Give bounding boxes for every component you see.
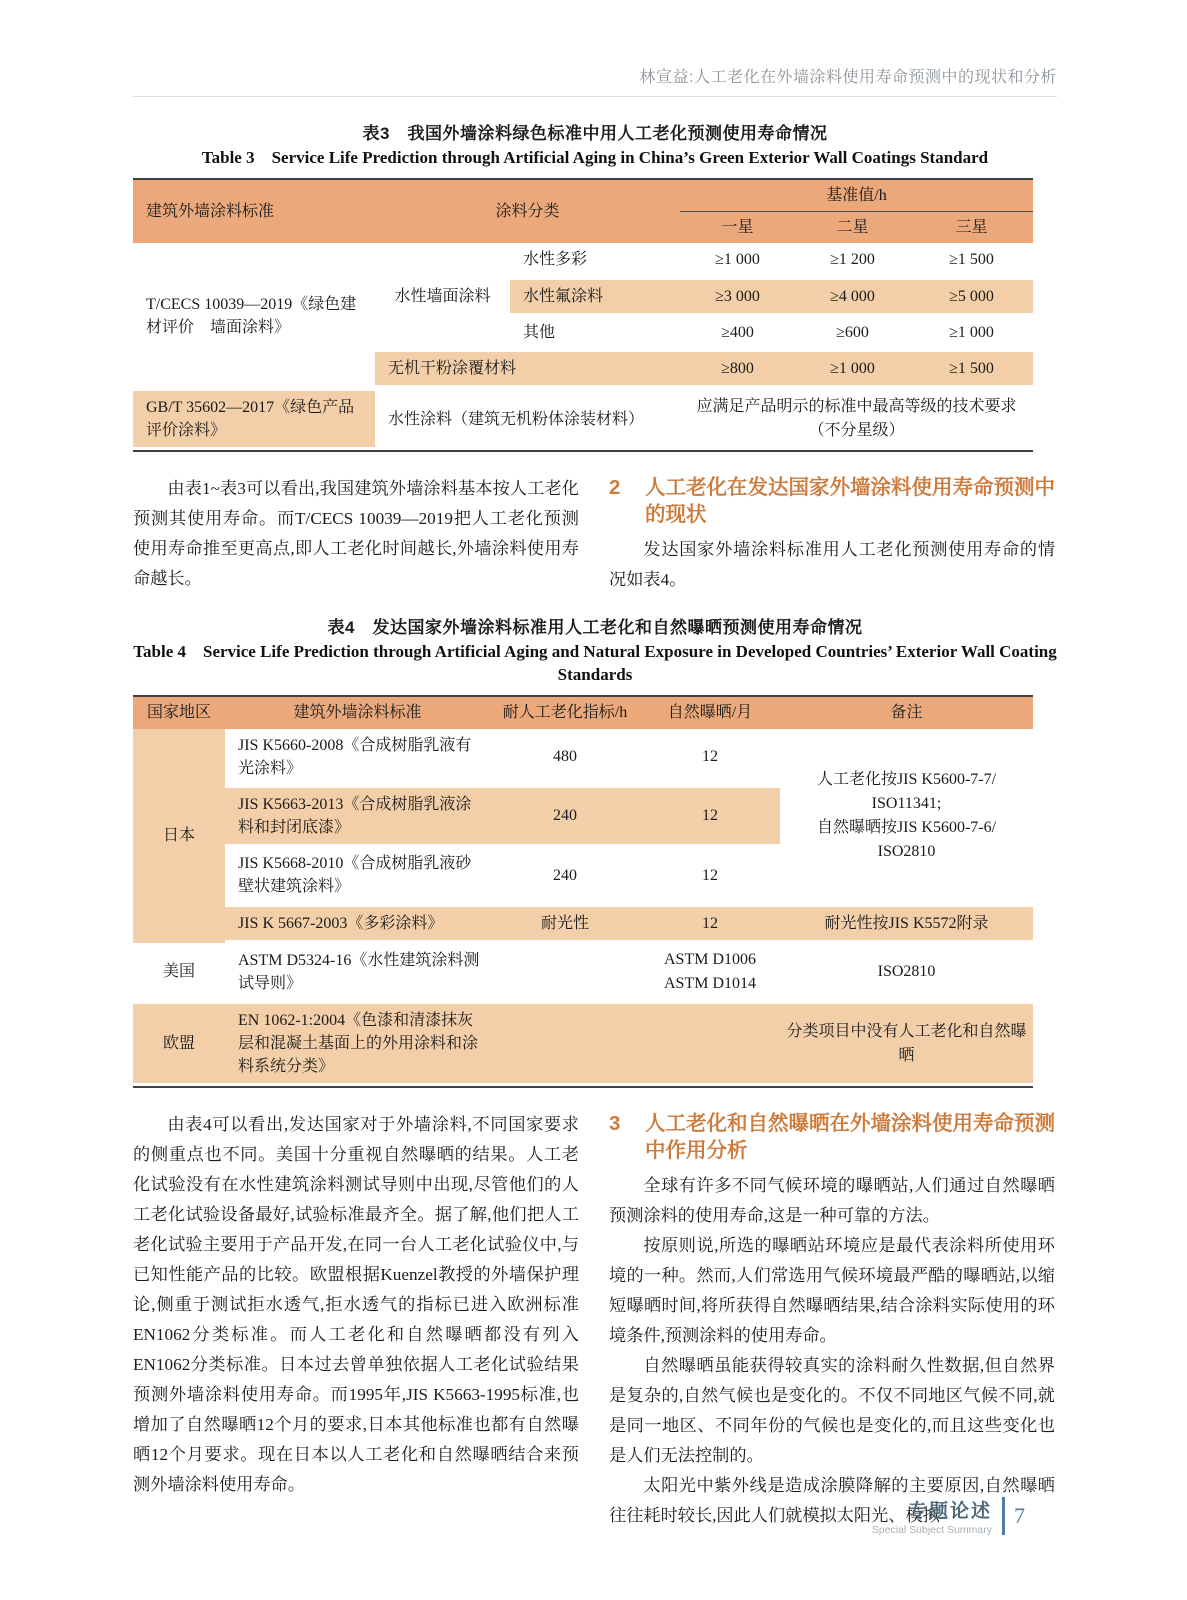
section3-paragraph-2: 按原则说,所选的曝晒站环境应是最代表涂料所使用环境的一种。然而,人们常选用气候环境最严酷的曝晒站,以缩短曝晒时间,将所获得自然曝晒结果,结合涂料实际使用的环境条件,预测涂料的使用寿命。 — [609, 1236, 1055, 1346]
table4-caption-zh: 表4 发达国家外墙涂料标准用人工老化和自然曝晒预测使用寿命情况 — [327, 618, 863, 638]
table4-japan-remark-line3: 自然曝晒按JIS K5600-7-6/ — [816, 819, 997, 837]
table4-country-eu: 欧盟 — [133, 1001, 225, 1087]
table4-usa-aging — [490, 943, 640, 1001]
table3-inorganic-star3: ≥1 500 — [910, 349, 1033, 388]
table4-jp2-exposure: 12 — [640, 785, 780, 847]
table4-jp4-standard: JIS K 5667-2003《多彩涂料》 — [225, 904, 490, 943]
table3-multicolor-star3: ≥1 500 — [949, 251, 994, 269]
table4-jp2-standard: JIS K5663-2013《合成树脂乳液涂料和封闭底漆》 — [225, 785, 490, 847]
table3-multicolor-star1: ≥1 000 — [715, 251, 760, 269]
table3-sub-other: 其他 — [523, 323, 556, 341]
table4-japan-remark-line2: ISO11341; — [871, 795, 942, 813]
table4-japan-remark — [780, 729, 1033, 904]
footer-section-zh: 专题论述 — [907, 1501, 992, 1522]
table3-col-baseline: 基准值/h — [680, 180, 1033, 212]
table4-jp3-aging: 240 — [553, 866, 577, 884]
table3-sub-fluoro: 水性氟涂料 — [510, 277, 680, 316]
page-footer — [872, 1496, 1025, 1536]
section3-number: 3 — [609, 1112, 621, 1136]
table4-jp4-exposure: 12 — [640, 904, 780, 943]
footer-section-en: Special Subject Summary — [871, 1524, 992, 1536]
table3-row-inorganic: 无机干粉涂覆材料 — [375, 349, 680, 388]
table4-jp3-exposure: 12 — [702, 866, 718, 884]
text-block-1 — [133, 474, 1057, 595]
left-column-1 — [133, 474, 579, 595]
table-row — [133, 243, 1033, 276]
table4-header-row — [133, 697, 1033, 728]
section2-number: 2 — [609, 476, 621, 500]
section3-paragraph-1: 全球有许多不同气候环境的曝晒站,人们通过自然曝晒预测涂料的使用寿命,这是一种可靠的方法。 — [609, 1176, 1055, 1226]
table3-std2-category: 水性涂料（建筑无机粉体涂装材料） — [388, 410, 645, 428]
table3-sub-multicolor: 水性多彩 — [523, 251, 588, 269]
table4-usa-exposure — [640, 943, 780, 1001]
paragraph-tables-summary: 由表1~表3可以看出,我国建筑外墙涂料基本按人工老化预测其使用寿命。而T/CECS 10039—2019把人工老化预测使用寿命推至更高点,即人工老化时间越长,外墙涂料使用寿命越长。 — [133, 479, 579, 589]
table4-jp3-standard: JIS K5668-2010《合成树脂乳液砂壁状建筑涂料》 — [238, 855, 472, 896]
table3-std2-req-line1: 应满足产品明示的标准中最高等级的技术要求 — [696, 398, 1017, 416]
table4-eu-standard: EN 1062-1:2004《色漆和清漆抹灰层和混凝土基面上的外用涂料和涂料系统分类》 — [225, 1001, 490, 1087]
table-row — [133, 388, 1033, 450]
table3-standard-1: T/CECS 10039—2019《绿色建材评价 墙面涂料》 — [146, 295, 357, 336]
table3-multicolor-star2: ≥1 200 — [830, 251, 875, 269]
table-row — [133, 943, 1033, 1001]
table4-jp4-aging: 耐光性 — [490, 904, 640, 943]
table3-col-category: 涂料分类 — [375, 180, 680, 243]
left-column-2 — [133, 1110, 579, 1531]
table4-caption-en: Table 4 Service Life Prediction through Artificial Aging and Natural Exposure in Developed Countries’ Exterior Wall Coating Standards — [133, 642, 1057, 685]
table3-col-star3: 三星 — [910, 212, 1033, 243]
section3-heading — [609, 1110, 1055, 1164]
section3-paragraph-4: 太阳光中紫外线是造成涂膜降解的主要原因,自然曝晒往往耗时较长,因此人们就模拟太阳光、模拟 — [609, 1476, 1055, 1526]
table3-other-star2: ≥600 — [836, 323, 869, 341]
running-title: 林宣益:人工老化在外墙涂料使用寿命预测中的现状和分析 — [133, 64, 1057, 97]
section2-heading — [609, 474, 1055, 528]
paragraph-table4-summary: 由表4可以看出,发达国家对于外墙涂料,不同国家要求的侧重点也不同。美国十分重视自然曝晒的结果。人工老化试验没有在水性建筑涂料测试导则中出现,尽管他们的人工老化试验设备最好,试验标准最齐全。据了解,他们把人工老化试验主要用于产品开发,在同一台人工老化试验仪中,与已知性能产品的比较。欧盟根据Kuenzel教授的外墙保护理论,侧重于测试拒水透气,拒水透气的指标已进入欧洲标准EN1062分类标准。而人工老化和自然曝晒都没有列入EN1062分类标准。日本过去曾单独依据人工老化试验结果预测外墙涂料使用寿命。而1995年,JIS K5663-1995标准,也增加了自然曝晒12个月的要求,日本其他标准也都有自然曝晒12个月要求。现在日本以人工老化和自然曝晒结合来预测外墙涂料使用寿命。 — [133, 1115, 579, 1495]
table3-inorganic-star2: ≥1 000 — [795, 349, 910, 388]
table4-col-country: 国家地区 — [133, 697, 225, 728]
page-number: 7 — [1014, 1503, 1025, 1528]
table3-std2-req-line2: （不分星级） — [808, 422, 905, 440]
table4-col-aging: 耐人工老化指标/h — [490, 697, 640, 728]
table4-usa-remark: ISO2810 — [877, 963, 936, 981]
right-column-1 — [609, 474, 1055, 595]
table4-jp1-aging: 480 — [553, 748, 577, 766]
table4 — [133, 695, 1033, 1088]
table4-eu-remark: 分类项目中没有人工老化和自然曝晒 — [780, 1001, 1033, 1087]
table3-fluoro-star1: ≥3 000 — [680, 277, 795, 316]
table4-jp4-remark: 耐光性按JIS K5572附录 — [780, 904, 1033, 943]
table4-usa-exposure-line2: ASTM D1014 — [663, 974, 756, 992]
table4-jp1-standard: JIS K5660-2008《合成树脂乳液有光涂料》 — [238, 736, 472, 777]
table3-fluoro-star3: ≥5 000 — [910, 277, 1033, 316]
table4-japan-remark-line1: 人工老化按JIS K5600-7-7/ — [816, 771, 997, 789]
table4-usa-exposure-line1: ASTM D1006 — [663, 950, 756, 968]
footer-divider — [1002, 1497, 1005, 1535]
table-row — [133, 904, 1033, 943]
table4-col-standard: 建筑外墙涂料标准 — [225, 697, 490, 728]
table4-jp2-aging: 240 — [490, 785, 640, 847]
section2-title: 人工老化在发达国家外墙涂料使用寿命预测中的现状 — [645, 476, 1055, 527]
table4-country-usa: 美国 — [162, 963, 195, 981]
table3-other-star3: ≥1 000 — [949, 323, 994, 341]
table3-other-star1: ≥400 — [721, 323, 754, 341]
table3-std2-requirement — [680, 388, 1033, 450]
table3-inorganic-star1: ≥800 — [680, 349, 795, 388]
right-column-2 — [609, 1110, 1055, 1531]
section2-paragraph: 发达国家外墙涂料标准用人工老化预测使用寿命的情况如表4。 — [609, 540, 1055, 590]
footer-section — [872, 1496, 992, 1536]
table-row — [133, 1001, 1033, 1087]
table3-fluoro-star2: ≥4 000 — [795, 277, 910, 316]
section3-paragraph-3: 自然曝晒虽能获得较真实的涂料耐久性数据,但自然界是复杂的,自然气候也是变化的。不仅不同地区气候不同,就是同一地区、不同年份的气候也是变化的,而且这些变化也是人们无法控制的。 — [609, 1356, 1055, 1466]
table4-eu-exposure-empty — [640, 1001, 780, 1087]
table4-country-japan: 日本 — [133, 729, 225, 943]
table4-usa-standard: ASTM D5324-16《水性建筑涂料测试导则》 — [238, 951, 480, 992]
table3 — [133, 178, 1033, 453]
section3-title: 人工老化和自然曝晒在外墙涂料使用寿命预测中作用分析 — [645, 1112, 1055, 1163]
table3-header-row1 — [133, 180, 1033, 212]
table-row — [133, 729, 1033, 785]
table3-cat-water: 水性墙面涂料 — [394, 287, 491, 305]
table3-col-star2: 二星 — [795, 212, 910, 243]
table4-col-exposure: 自然曝晒/月 — [640, 697, 780, 728]
table4-japan-remark-line4: ISO2810 — [877, 843, 936, 861]
table4-col-remark: 备注 — [780, 697, 1033, 728]
table3-standard-2: GB/T 35602—2017《绿色产品评价涂料》 — [133, 388, 375, 450]
table3-col-star1: 一星 — [680, 212, 795, 243]
table3-col-standard: 建筑外墙涂料标准 — [133, 180, 375, 243]
table4-jp1-exposure: 12 — [702, 748, 718, 766]
table4-eu-aging-empty — [490, 1001, 640, 1087]
text-block-2 — [133, 1110, 1057, 1531]
table3-caption-zh: 表3 我国外墙涂料绿色标准中用人工老化预测使用寿命情况 — [362, 124, 828, 143]
table3-caption-en: Table 3 Service Life Prediction through Artificial Aging in China’s Green Exterior Wall Coatings Standard — [201, 148, 989, 167]
